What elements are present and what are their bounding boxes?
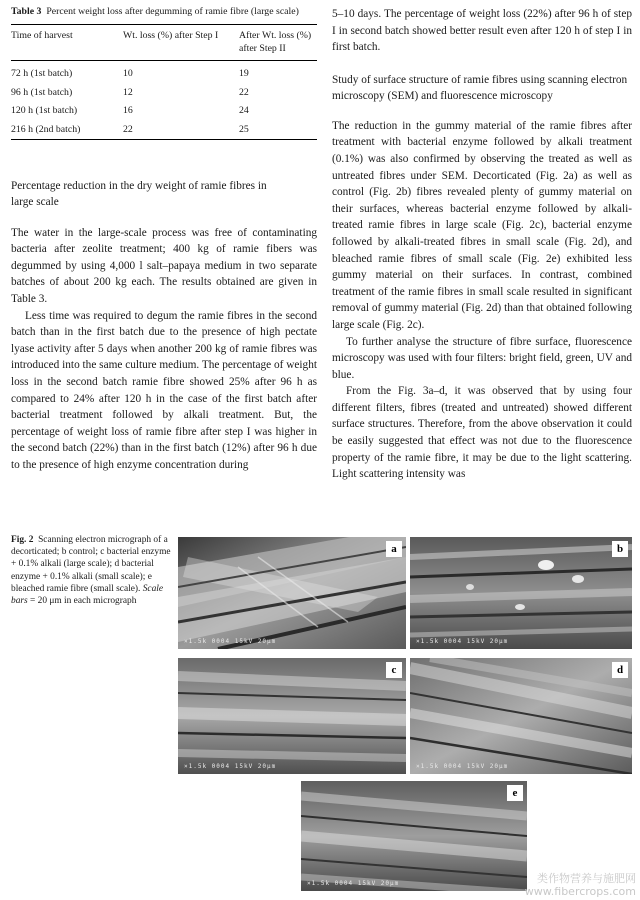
table-cell: 96 h (1st batch) xyxy=(11,86,73,98)
table-cell: 19 xyxy=(239,68,249,80)
table-header-row xyxy=(11,24,317,60)
panel-label-c: c xyxy=(386,662,402,678)
sem-micrograph-d xyxy=(410,658,632,774)
sem-micrograph-b xyxy=(410,537,632,649)
paragraph: The reduction in the gummy material of the ramie fibres after treatment with bacterial enzyme followed by alkali treatment (0.1%) was also confirmed by observing the treated as well as untreated fibres under SEM. Decorticated (Fig. 2a) as well as control (Fig. 2b) fibres revealed plenty of gummy material on their surfaces, whereas bacterial enzyme followed by alkali-treated ramie fibres in large scale (Fig. 2c), bacterial enzyme followed by alkali-treated fibres in small scale (Fig. 2d), and bleached ramie fibres of small scale (Fig. 2e) exhibited less gummy material on their surfaces. In contrast, combined treatment of the ramie fibres in small scale resulted in significant removal of gummy material (Fig. 2d) than that obtained following large scale (Fig. 2c). xyxy=(332,119,632,331)
table-cell: 24 xyxy=(239,105,249,117)
watermark-line-url: www.fibercrops.com xyxy=(524,885,636,898)
table-label: Table 3 xyxy=(11,6,42,17)
watermark xyxy=(525,872,636,898)
paragraph: To further analyse the structure of fibre surface, fluorescence microscopy was used with four filters: bright field, green, UV and blue. xyxy=(332,335,632,381)
sem-micrograph-e xyxy=(301,781,527,891)
section-heading-sem: Study of surface structure of ramie fibres using scanning electron microscopy (SEM) and fluorescence microscopy xyxy=(332,73,628,102)
paragraph: Less time was required to degum the ramie fibres in the second batch than in the first batch due to the presence of high pectate lyase activity after 5 days when another 200 kg of ramie fibres was introduced into the same culture medium. The percentage of weight loss in the second batch ramie fibre showed 25% after 96 h as compared to 24% after 120 h in the case of the first batch after bacterial treatment followed by alkali treatment. But, the percentage of weight loss of ramie fibre after step I was higher in the second batch (22%) than in the first batch (12%) after 96 h due to the presence of high enzyme concentration during xyxy=(11,309,317,471)
left-column xyxy=(11,6,317,474)
right-column xyxy=(332,6,632,483)
table-cell: 22 xyxy=(123,123,133,135)
paragraph: The water in the large-scale process was free of contaminating bacteria after zeolite treatment; 400 kg of ramie fibers was degummed by using 4,000 l salt–papaya medium in two separate batches of about 200 kg each. The results obtained are given in Table 3. xyxy=(11,226,317,305)
scale-bar: ×1.5k 0004 15kV 20μm xyxy=(184,638,277,645)
scale-bar: ×1.5k 0004 15kV 20μm xyxy=(184,763,277,770)
paragraph: From the Fig. 3a–d, it was observed that by using four different filters, fibres (treated and untreated) showed different surface structures. Therefore, from the above observation it could be easily suggested that effect was not due to the fluorescence property of the ramie fibre, it may be due to the light scattering. Light scattering intensity was xyxy=(332,385,632,481)
weight-loss-table xyxy=(11,24,317,140)
figure-caption-text: Scanning electron micrograph of a decorticated; b control; c bacterial enzyme + 0.1% alkali (large scale); d bacterial enzyme + 0.1% alkali (small scale); e bleached ramie fibre (small scale). xyxy=(11,535,171,594)
table-row xyxy=(11,120,317,139)
figure-label: Fig. 2 xyxy=(11,535,34,545)
table-cell: 72 h (1st batch) xyxy=(11,68,73,80)
scale-bar: ×1.5k 0004 15kV 20μm xyxy=(307,880,400,887)
scale-bar: ×1.5k 0004 15kV 20μm xyxy=(416,763,509,770)
paragraph: 5–10 days. The percentage of weight loss (22%) after 96 h of step I in second batch showed better result even after 120 h of step I in first batch. xyxy=(332,8,632,54)
sem-micrograph-c xyxy=(178,658,406,774)
table-header-step2: After Wt. loss (%) after Step II xyxy=(239,29,312,54)
panel-label-a: a xyxy=(386,541,402,557)
scale-bar: ×1.5k 0004 15kV 20μm xyxy=(416,638,509,645)
table-header-step1: Wt. loss (%) after Step I xyxy=(123,29,219,41)
section-heading-dry-weight: Percentage reduction in the dry weight of ramie fibres in large scale xyxy=(11,179,267,208)
scale-bar-label: Scale bars xyxy=(11,583,164,607)
table-cell: 120 h (1st batch) xyxy=(11,105,78,117)
scale-bar-value: = 20 μm in each micrograph xyxy=(30,596,137,607)
sem-micrograph-a xyxy=(178,537,406,649)
panel-label-b: b xyxy=(612,541,628,557)
table-cell: 216 h (2nd batch) xyxy=(11,123,81,135)
panel-label-e: e xyxy=(507,785,523,801)
table-caption-text: Percent weight loss after degumming of ramie fibre (large scale) xyxy=(46,6,299,17)
watermark-line-cn: 类作物营养与施肥网 xyxy=(537,872,636,885)
table-cell: 25 xyxy=(239,123,249,135)
table-row xyxy=(11,60,317,83)
table-cell: 12 xyxy=(123,86,133,98)
panel-label-d: d xyxy=(612,662,628,678)
table-caption xyxy=(11,6,317,19)
table-row xyxy=(11,83,317,102)
table-row xyxy=(11,102,317,121)
table-header-time: Time of harvest xyxy=(11,29,73,41)
table-cell: 10 xyxy=(123,68,133,80)
figure-caption xyxy=(11,534,171,607)
table-cell: 16 xyxy=(123,105,133,117)
table-cell: 22 xyxy=(239,86,249,98)
